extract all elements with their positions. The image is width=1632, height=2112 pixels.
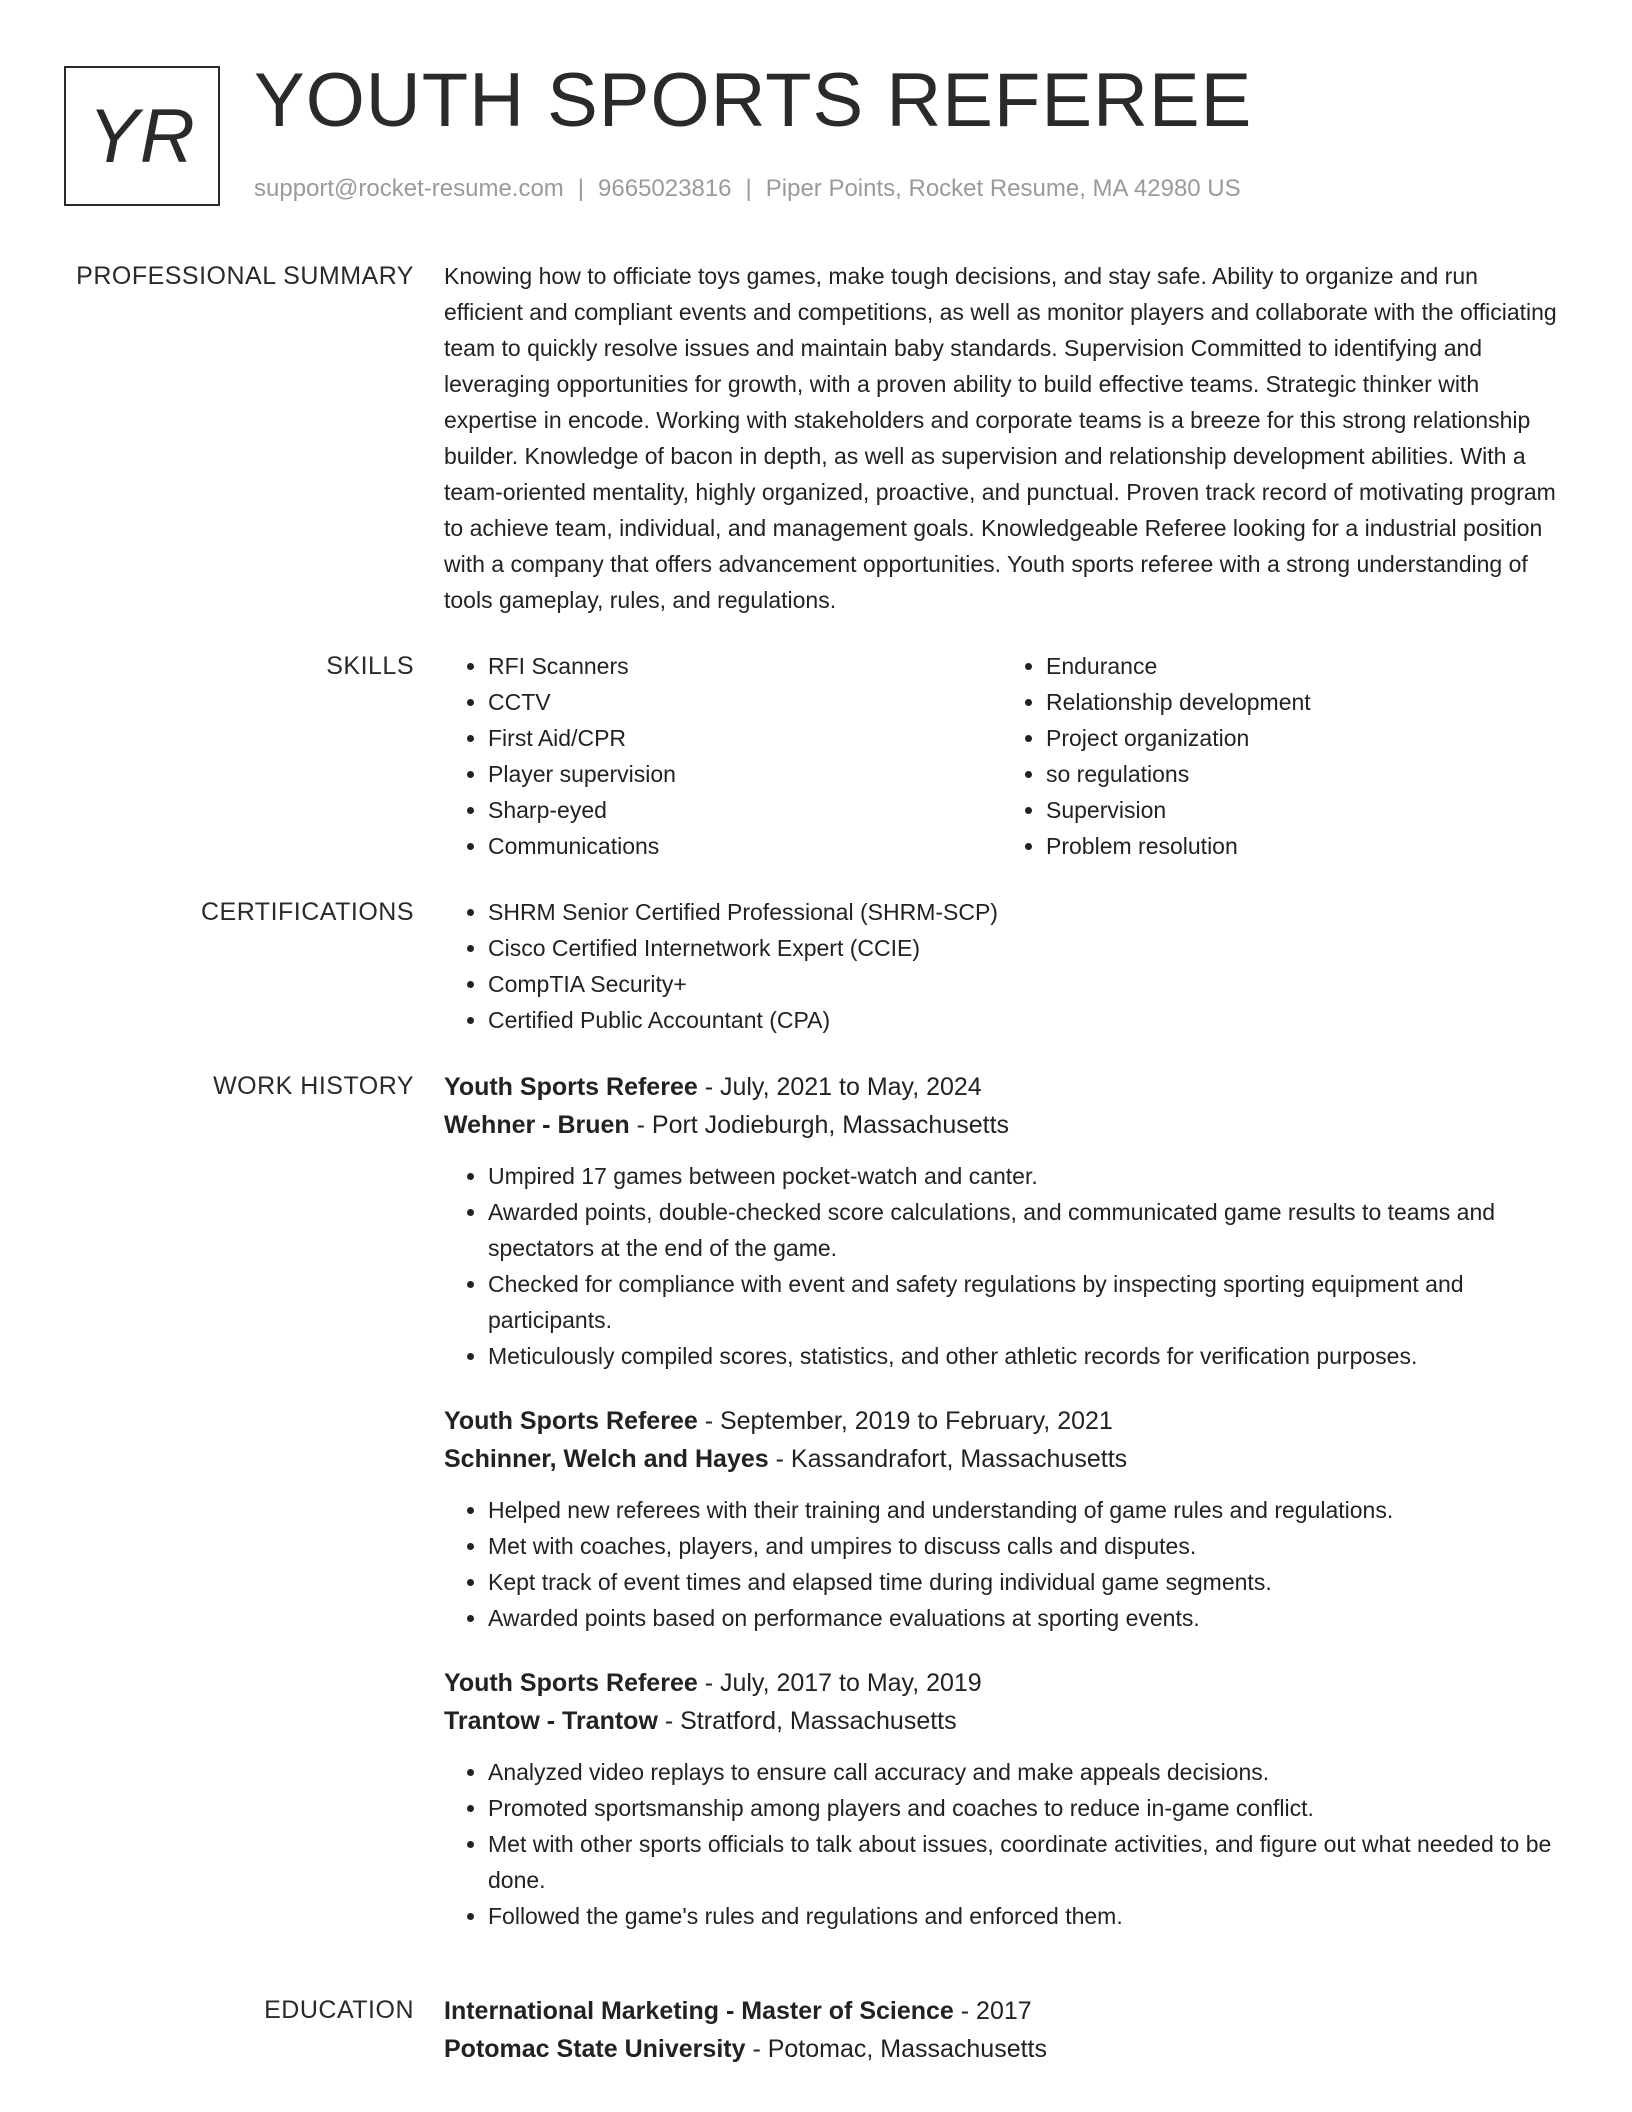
certifications-list <box>444 894 1560 1038</box>
section-label-certifications: CERTIFICATIONS <box>200 898 414 926</box>
skill-item: • Relationship development <box>1046 684 1560 720</box>
certification-item: • SHRM Senior Certified Professional (SHRM-SCP) <box>488 894 1560 930</box>
job-dates: - July, 2021 to May, 2024 <box>697 1073 982 1101</box>
job-company-line <box>444 1440 1560 1478</box>
contact-separator: | <box>577 175 585 202</box>
skills-column-2 <box>1002 648 1560 864</box>
resume-title: YOUTH SPORTS REFEREE <box>254 58 1253 143</box>
contact-phone: 9665023816 <box>598 175 732 202</box>
work-history-section <box>0 1068 1632 1962</box>
job-company-line <box>444 1106 1560 1144</box>
certifications-body <box>444 894 1560 1038</box>
job-bullets <box>444 1158 1560 1374</box>
skill-item: • Problem resolution <box>1046 828 1560 864</box>
skill-item: • CCTV <box>488 684 1002 720</box>
resume-sections <box>0 258 1632 2098</box>
skill-item: • First Aid/CPR <box>488 720 1002 756</box>
contact-separator: | <box>745 175 752 202</box>
contact-address: Piper Points, Rocket Resume, MA 42980 US <box>765 175 1241 202</box>
skill-item: • RFI Scanners <box>488 648 1002 684</box>
job-bullet: • Analyzed video replays to ensure call accuracy and make appeals decisions. <box>488 1754 1560 1790</box>
section-label-summary: PROFESSIONAL SUMMARY <box>76 262 414 290</box>
skill-item: • Player supervision <box>488 756 1002 792</box>
skills-column-1 <box>444 648 1002 864</box>
education-school: Potomac State University <box>444 2035 746 2063</box>
skills-section <box>0 648 1632 864</box>
job-bullets <box>444 1754 1560 1934</box>
job-bullet: • Met with coaches, players, and umpires to discuss calls and disputes. <box>488 1528 1560 1564</box>
job-location: - Port Jodieburgh, Massachusetts <box>629 1111 1010 1139</box>
job-entry <box>444 1402 1560 1636</box>
job-bullet: • Promoted sportsmanship among players and coaches to reduce in-game conflict. <box>488 1790 1560 1826</box>
skill-item: • Sharp-eyed <box>488 792 1002 828</box>
education-year: - 2017 <box>953 1997 1032 2025</box>
skill-item: • Supervision <box>1046 792 1560 828</box>
summary-text: Knowing how to officiate toys games, make tough decisions, and stay safe. Ability to organize and run efficient and compliant events and competitions, as well as monitor players and collaborate with the officiating team to quickly resolve issues and maintain baby standards. Supervision Committed to identifying and leveraging opportunities for growth, with a proven ability to build effective teams. Strategic thinker with expertise in encode. Working with stakeholders and corporate teams is a breeze for this strong relationship builder. Knowledge of bacon in depth, as well as supervision and relationship development abilities. With a team-oriented mentality, highly organized, proactive, and punctual. Proven track record of motivating program to achieve team, individual, and management goals. Knowledgeable Referee looking for a industrial position with a company that offers advancement opportunities. Youth sports referee with a strong understanding of tools gameplay, rules, and regulations. <box>444 263 1557 613</box>
job-bullet: • Awarded points, double-checked score calculations, and communicated game results to teams and spectators at the end of the game. <box>488 1194 1560 1266</box>
job-title-line <box>444 1068 1560 1106</box>
contact-line <box>254 174 1241 204</box>
job-bullet: • Followed the game's rules and regulations and enforced them. <box>488 1898 1560 1934</box>
contact-email: support@rocket-resume.com <box>254 175 564 202</box>
summary-section <box>0 258 1632 618</box>
skill-item: • Communications <box>488 828 1002 864</box>
job-bullet: • Kept track of event times and elapsed time during individual game segments. <box>488 1564 1560 1600</box>
job-company-line <box>444 1702 1560 1740</box>
job-location: - Kassandrafort, Massachusetts <box>768 1445 1128 1473</box>
section-label-education: EDUCATION <box>264 1996 414 2024</box>
skills-body <box>444 648 1560 864</box>
monogram-logo: YR <box>64 66 220 206</box>
job-company: Schinner, Welch and Hayes <box>444 1445 769 1473</box>
job-bullet: • Checked for compliance with event and safety regulations by inspecting sporting equipment and participants. <box>488 1266 1560 1338</box>
job-entry <box>444 1664 1560 1934</box>
job-bullets <box>444 1492 1560 1636</box>
job-bullet: • Awarded points based on performance evaluations at sporting events. <box>488 1600 1560 1636</box>
education-degree: International Marketing - Master of Science <box>444 1997 954 2025</box>
job-company: Wehner - Bruen <box>444 1111 630 1139</box>
certification-item: • Cisco Certified Internetwork Expert (CCIE) <box>488 930 1560 966</box>
education-section <box>0 1992 1632 2068</box>
certification-item: • CompTIA Security+ <box>488 966 1560 1002</box>
job-bullet: • Meticulously compiled scores, statistics, and other athletic records for verification purposes. <box>488 1338 1560 1374</box>
job-dates: - September, 2019 to February, 2021 <box>697 1407 1113 1435</box>
job-location: - Stratford, Massachusetts <box>657 1707 957 1735</box>
job-entry <box>444 1068 1560 1374</box>
certification-item: • Certified Public Accountant (CPA) <box>488 1002 1560 1038</box>
education-school-line <box>444 2030 1560 2068</box>
section-label-work-history: WORK HISTORY <box>213 1072 414 1100</box>
job-title: Youth Sports Referee <box>444 1073 698 1101</box>
job-company: Trantow - Trantow <box>444 1707 658 1735</box>
job-bullet: • Met with other sports officials to talk about issues, coordinate activities, and figure out what needed to be done. <box>488 1826 1560 1898</box>
job-title-line <box>444 1402 1560 1440</box>
skill-item: • Endurance <box>1046 648 1560 684</box>
education-body <box>444 1992 1560 2068</box>
skill-item: • Project organization <box>1046 720 1560 756</box>
section-label-skills: SKILLS <box>326 652 414 680</box>
education-degree-line <box>444 1992 1560 2030</box>
summary-body <box>444 258 1560 618</box>
skill-item: • so regulations <box>1046 756 1560 792</box>
job-bullet: • Helped new referees with their training and understanding of game rules and regulations. <box>488 1492 1560 1528</box>
job-title: Youth Sports Referee <box>444 1669 698 1697</box>
work-history-body <box>444 1068 1560 1962</box>
education-location: - Potomac, Massachusetts <box>745 2035 1048 2063</box>
job-title-line <box>444 1664 1560 1702</box>
job-title: Youth Sports Referee <box>444 1407 698 1435</box>
certifications-section <box>0 894 1632 1038</box>
job-dates: - July, 2017 to May, 2019 <box>697 1669 982 1697</box>
job-bullet: • Umpired 17 games between pocket-watch and canter. <box>488 1158 1560 1194</box>
